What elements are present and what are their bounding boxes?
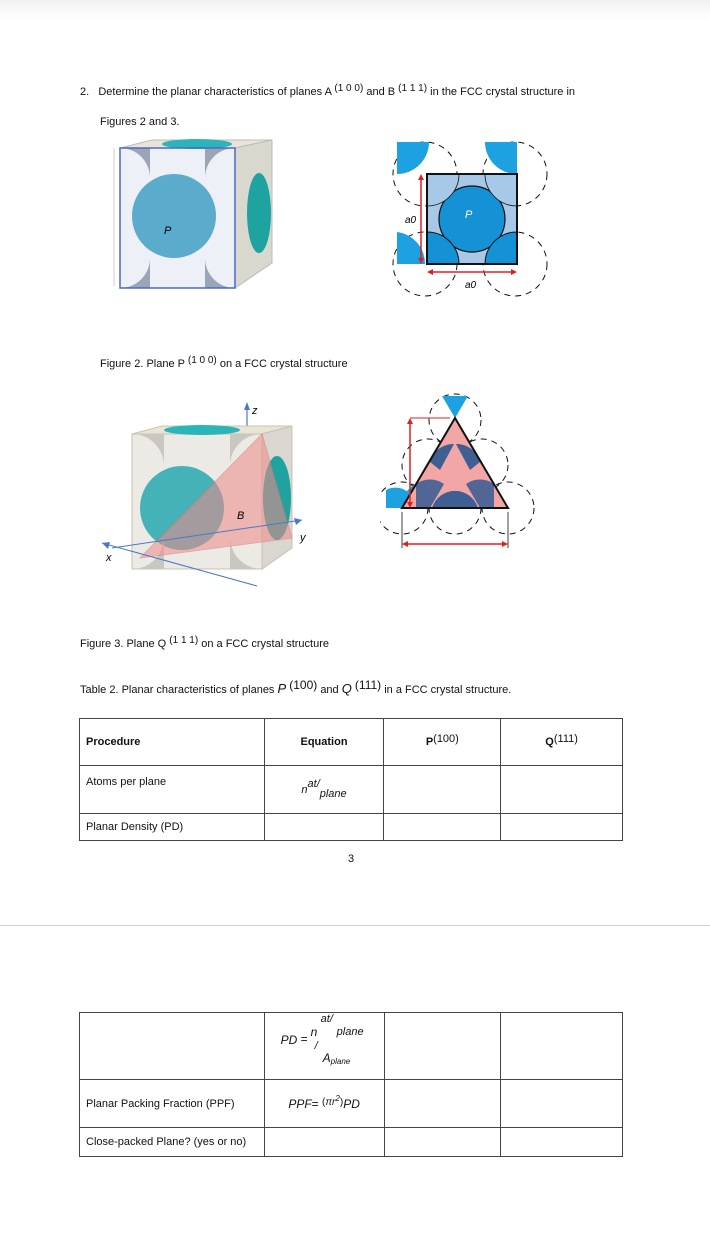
fig3-axis-x: x <box>106 552 112 564</box>
cell-cp-q[interactable] <box>501 1128 623 1157</box>
label-atoms-per-plane: Atoms per plane <box>80 766 265 814</box>
cell-cp-p[interactable] <box>384 1128 501 1157</box>
header-p100: P(100) <box>384 719 501 766</box>
table-row-pd-equation <box>80 1013 623 1080</box>
fig3-axis-z: z <box>252 405 258 417</box>
table-caption: Table 2. Planar characteristics of planes P (100) and Q (111) in a FCC crystal structure. <box>80 678 512 696</box>
fig3-axis-y: y <box>300 532 306 544</box>
page-number: 3 <box>348 853 355 865</box>
top-bar <box>0 0 710 20</box>
page-divider <box>0 925 710 926</box>
header-q111: Q(111) <box>501 719 623 766</box>
planar-table-part1 <box>79 718 623 841</box>
figure2-caption: Figure 2. Plane P (1 0 0) on a FCC crystal structure <box>100 355 348 370</box>
label-close-packed: Close-packed Plane? (yes or no) <box>80 1128 265 1157</box>
eq-cp-empty <box>264 1128 384 1157</box>
eq-atoms: nat/plane <box>264 766 384 814</box>
table-row-close-packed <box>80 1128 623 1157</box>
cell-atoms-p[interactable] <box>384 766 501 814</box>
figure3-cube <box>92 398 327 593</box>
eq-ppf: PPF= $^{(\pi r2)}$PD <box>264 1080 384 1128</box>
figure3-caption: Figure 3. Plane Q (1 1 1) on a FCC crystal structure <box>80 635 330 650</box>
cell-pd-q-top[interactable] <box>501 814 623 841</box>
figure2-cube <box>112 138 282 293</box>
fig2-diagram-label-p: P <box>465 209 473 221</box>
eq-pd-empty <box>264 814 384 841</box>
figure2-plane-diagram <box>385 138 550 298</box>
label-pd-empty <box>80 1013 265 1080</box>
cell-pd-p[interactable] <box>384 1013 501 1080</box>
fig2-label-a0-horizontal: a0 <box>465 280 477 291</box>
table-header-row <box>80 719 623 766</box>
question-line-2: Figures 2 and 3. <box>100 116 180 128</box>
header-equation: Equation <box>264 719 384 766</box>
cell-pd-p-top[interactable] <box>384 814 501 841</box>
figure3-plane-diagram <box>380 390 550 550</box>
fig2-label-a0-vertical: a0 <box>405 215 417 226</box>
header-procedure: Procedure <box>80 719 265 766</box>
label-planar-density: Planar Density (PD) <box>80 814 265 841</box>
fig3-label-b: B <box>237 510 245 522</box>
cell-pd-q[interactable] <box>501 1013 623 1080</box>
cell-ppf-p[interactable] <box>384 1080 501 1128</box>
label-planar-packing-fraction: Planar Packing Fraction (PPF) <box>80 1080 265 1128</box>
table-row-ppf <box>80 1080 623 1128</box>
cell-ppf-q[interactable] <box>501 1080 623 1128</box>
eq-pd: PD = at/ n plane / A plane <box>264 1013 384 1080</box>
table-row-pd-label <box>80 814 623 841</box>
table-row-atoms <box>80 766 623 814</box>
planar-table-part2 <box>79 1012 623 1157</box>
question-line-1: 2. Determine the planar characteristics of planes A (1 0 0) and B (1 1 1) in the FCC crystal structure in <box>80 83 576 98</box>
cell-atoms-q[interactable] <box>501 766 623 814</box>
fig2-cube-label-p: P <box>164 225 172 237</box>
